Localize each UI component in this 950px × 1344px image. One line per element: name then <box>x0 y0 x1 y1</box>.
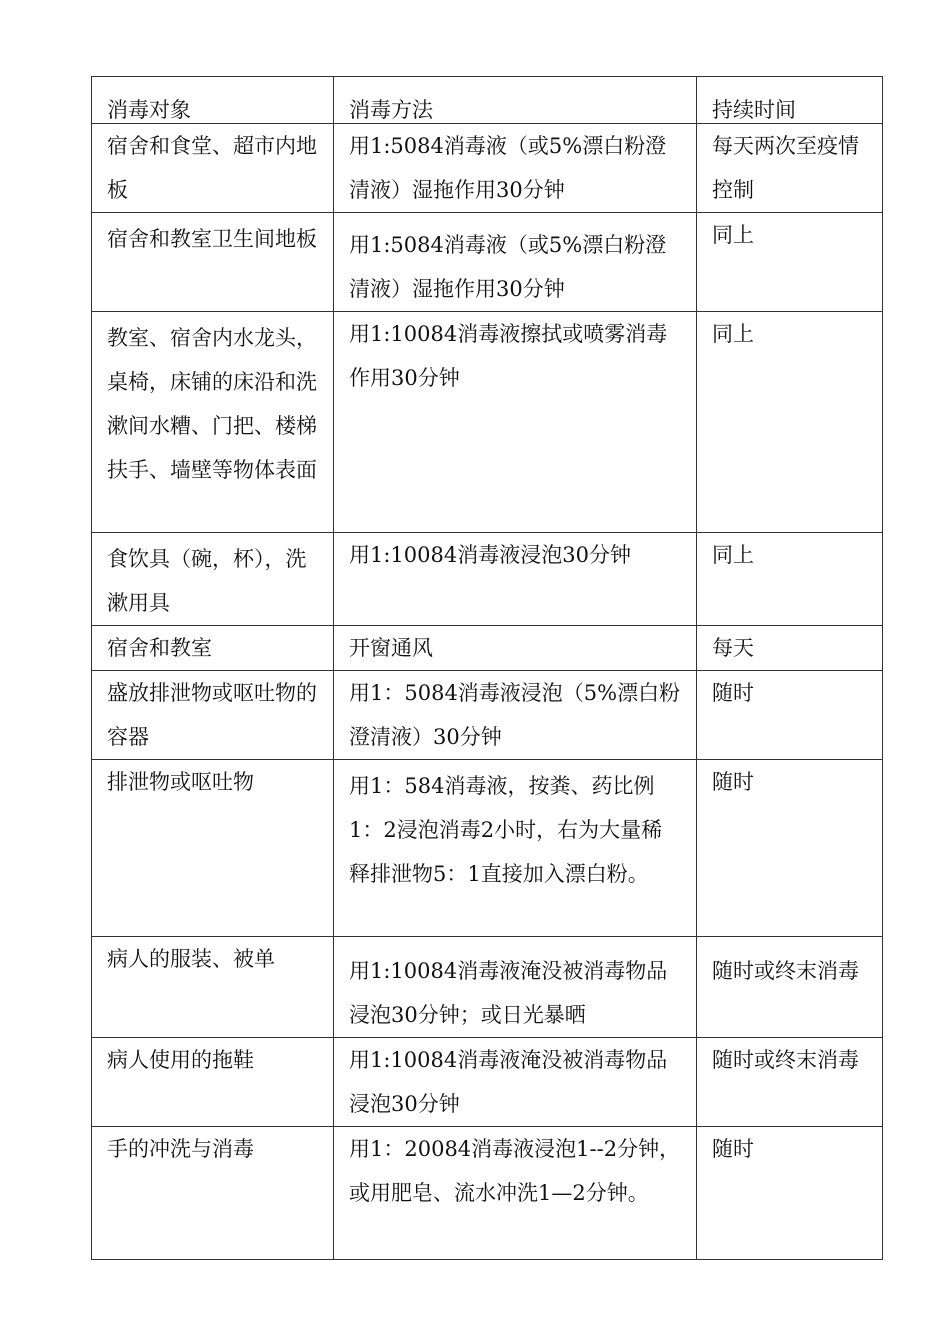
cell-method: 用1:5084消毒液（或5%漂白粉澄清液）湿拖作用30分钟 <box>334 124 697 213</box>
header-cell-method: 消毒方法 <box>334 77 697 124</box>
table-row <box>92 671 883 760</box>
cell-duration: 随时或终末消毒 <box>697 937 883 1038</box>
table-row <box>92 213 883 312</box>
table-row <box>92 1127 883 1260</box>
cell-method: 用1:10084消毒液擦拭或喷雾消毒作用30分钟 <box>334 312 697 533</box>
cell-duration: 同上 <box>697 312 883 533</box>
table-row <box>92 533 883 626</box>
table-header-row <box>92 77 883 124</box>
cell-duration: 每天 <box>697 626 883 671</box>
cell-method: 用1：584消毒液，按粪、药比例1：2浸泡消毒2小时，右为大量稀释排泄物5：1直接加入漂白粉。 <box>334 760 697 937</box>
cell-object: 食饮具（碗，杯），洗漱用具 <box>92 533 334 626</box>
header-cell-object: 消毒对象 <box>92 77 334 124</box>
header-cell-duration: 持续时间 <box>697 77 883 124</box>
cell-method: 用1:10084消毒液淹没被消毒物品浸泡30分钟 <box>334 1038 697 1127</box>
cell-object: 病人使用的拖鞋 <box>92 1038 334 1127</box>
table-row <box>92 760 883 937</box>
cell-object: 盛放排泄物或呕吐物的容器 <box>92 671 334 760</box>
cell-object: 病人的服装、被单 <box>92 937 334 1038</box>
cell-duration: 同上 <box>697 533 883 626</box>
table-row <box>92 312 883 533</box>
cell-object: 排泄物或呕吐物 <box>92 760 334 937</box>
cell-method: 用1:10084消毒液浸泡30分钟 <box>334 533 697 626</box>
cell-duration: 每天两次至疫情控制 <box>697 124 883 213</box>
cell-duration: 同上 <box>697 213 883 312</box>
cell-method: 用1:10084消毒液淹没被消毒物品浸泡30分钟；或日光暴晒 <box>334 937 697 1038</box>
disinfection-table <box>91 76 883 1260</box>
cell-duration: 随时或终末消毒 <box>697 1038 883 1127</box>
cell-method: 用1：5084消毒液浸泡（5%漂白粉澄清液）30分钟 <box>334 671 697 760</box>
cell-duration: 随时 <box>697 1127 883 1260</box>
cell-object: 宿舍和教室 <box>92 626 334 671</box>
cell-object: 手的冲洗与消毒 <box>92 1127 334 1260</box>
cell-object: 宿舍和食堂、超市内地板 <box>92 124 334 213</box>
cell-object: 教室、宿舍内水龙头，桌椅，床铺的床沿和洗漱间水糟、门把、楼梯扶手、墙壁等物体表面 <box>92 312 334 533</box>
cell-method: 用1：20084消毒液浸泡1--2分钟，或用肥皂、流水冲洗1—2分钟。 <box>334 1127 697 1260</box>
cell-duration: 随时 <box>697 671 883 760</box>
table-row <box>92 626 883 671</box>
cell-method: 开窗通风 <box>334 626 697 671</box>
table-row <box>92 1038 883 1127</box>
table-row <box>92 937 883 1038</box>
cell-duration: 随时 <box>697 760 883 937</box>
cell-method: 用1:5084消毒液（或5%漂白粉澄清液）湿拖作用30分钟 <box>334 213 697 312</box>
cell-object: 宿舍和教室卫生间地板 <box>92 213 334 312</box>
table-row <box>92 124 883 213</box>
